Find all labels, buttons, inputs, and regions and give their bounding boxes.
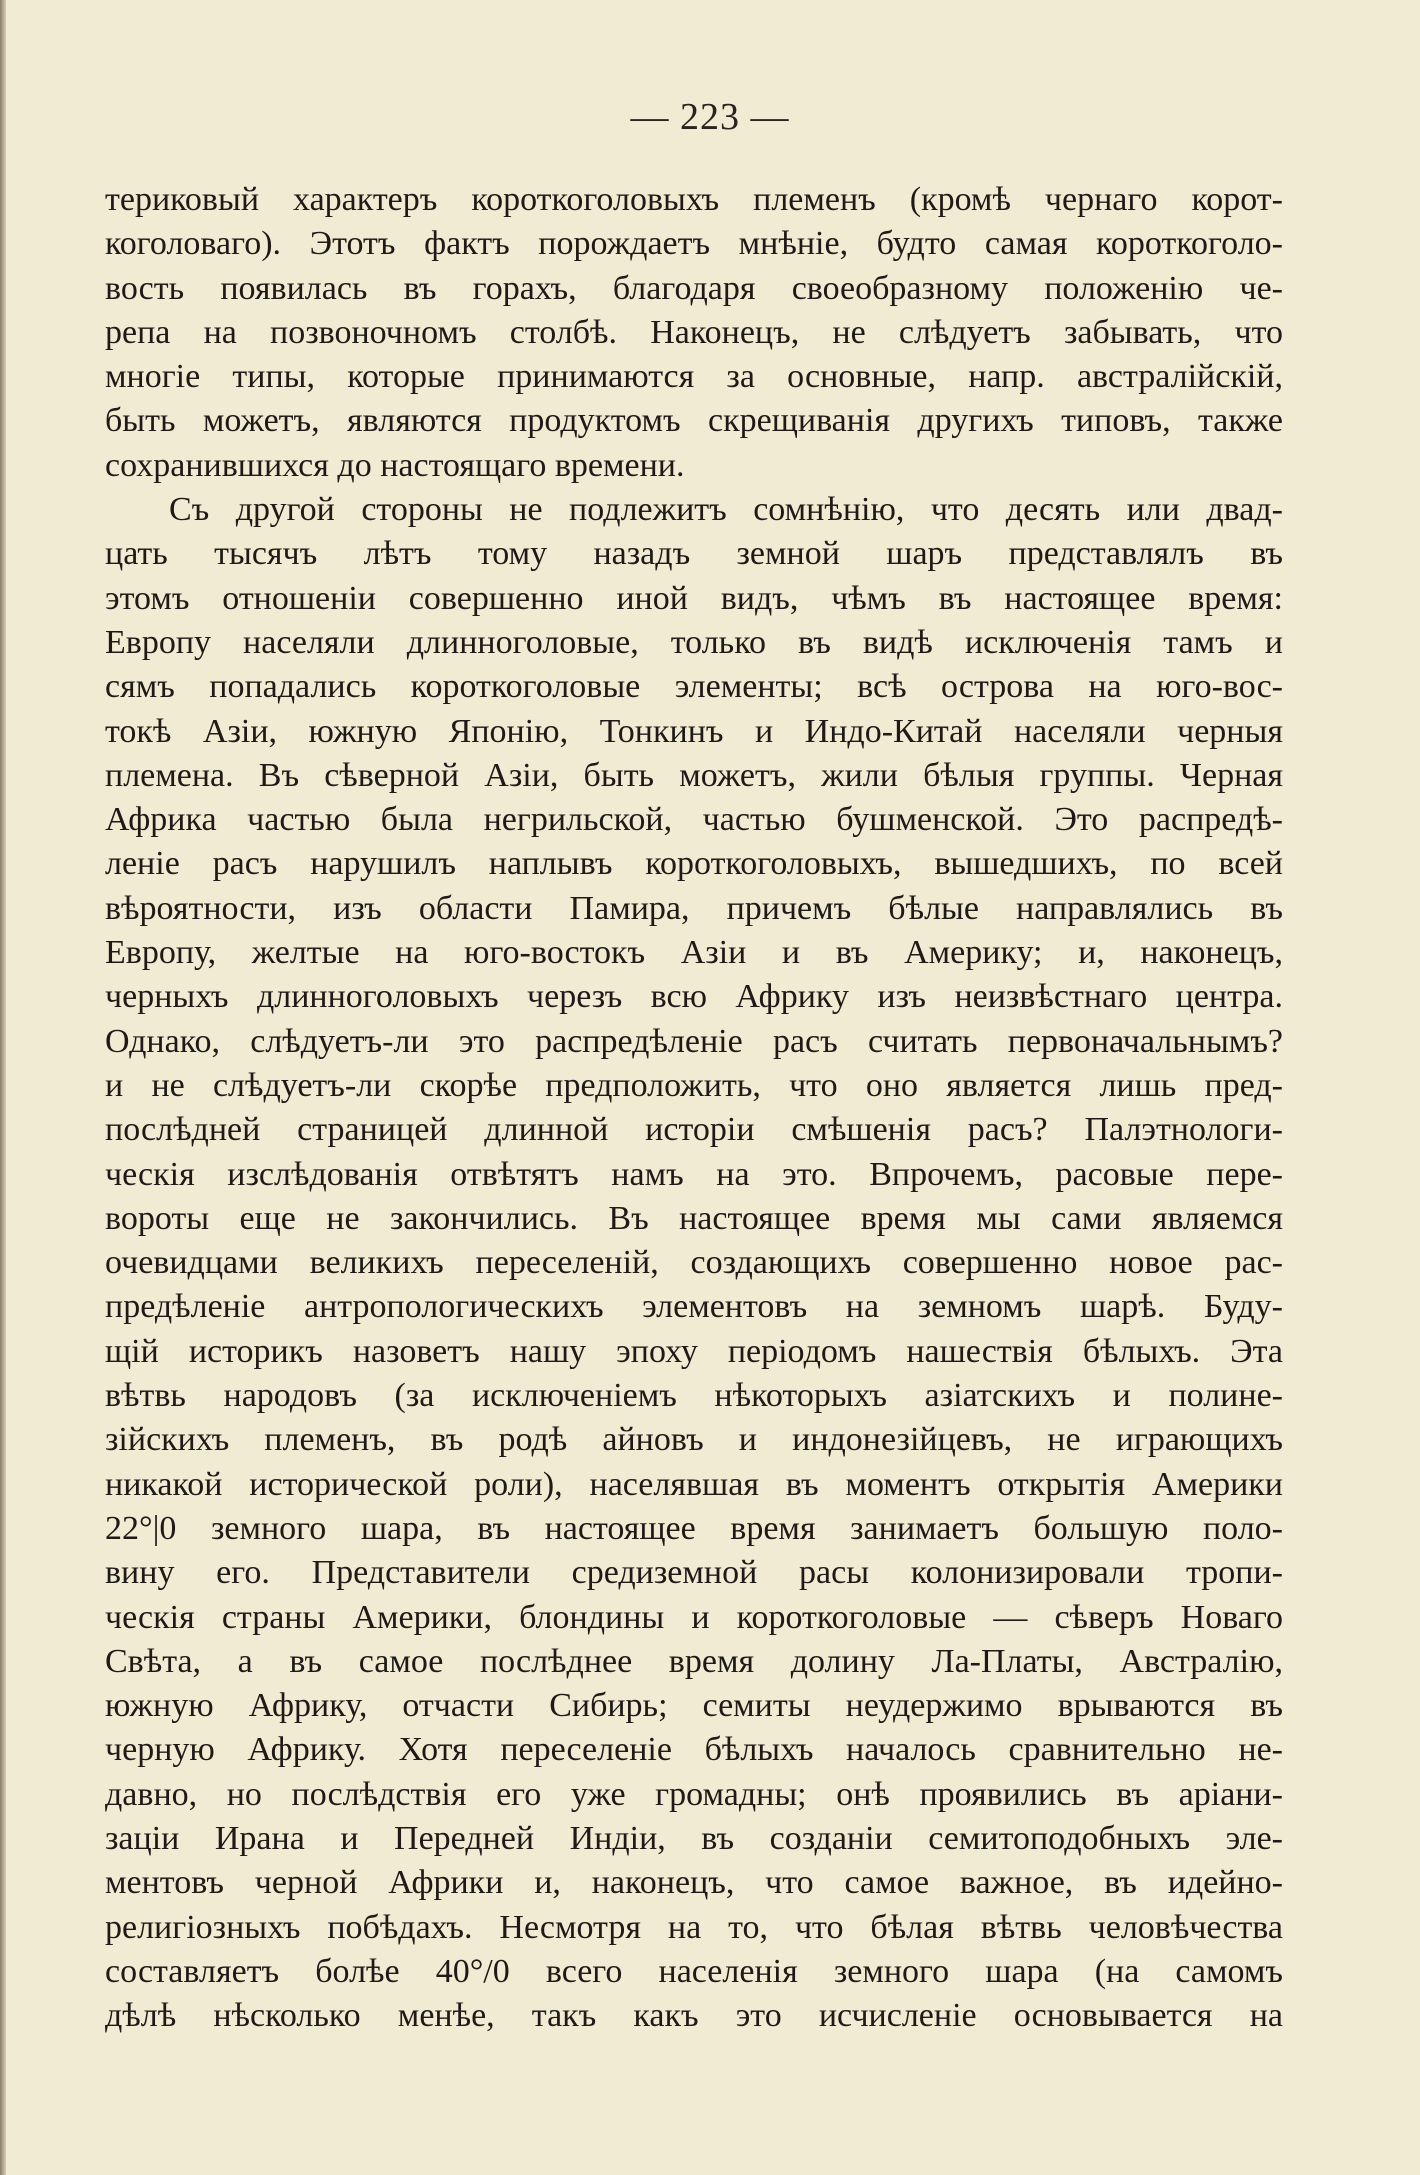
text-line: токѣ Азіи, южную Японію, Тонкинъ и Индо-Китай населяли черныя bbox=[105, 712, 1283, 750]
text-line: и не слѣдуетъ-ли скорѣе предположить, что оно является лишь пред- bbox=[105, 1066, 1283, 1104]
text-line: племена. Въ сѣверной Азіи, быть можетъ, жили бѣлыя группы. Черная bbox=[105, 756, 1283, 794]
text-line: составляетъ болѣе 40°/0 всего населенія земного шара (на самомъ bbox=[105, 1952, 1283, 1990]
text-line: сохранившихся до настоящаго времени. bbox=[105, 446, 685, 484]
text-line: репа на позвоночномъ столбѣ. Наконецъ, не слѣдуетъ забывать, что bbox=[105, 313, 1283, 351]
text-line: Африка частью была негрильской, частью бушменской. Это распредѣ- bbox=[105, 801, 1283, 839]
page-binding-edge bbox=[0, 0, 6, 2175]
text-line: сямъ попадались короткоголовые элементы; всѣ острова на юго-вос- bbox=[105, 668, 1283, 706]
text-line: южную Африку, отчасти Сибирь; семиты неудержимо врываются въ bbox=[105, 1687, 1283, 1725]
text-line: послѣдней страницей длинной исторіи смѣшенія расъ? Палэтнологи- bbox=[105, 1111, 1283, 1149]
text-line: черную Африку. Хотя переселеніе бѣлыхъ началось сравнительно не- bbox=[105, 1731, 1283, 1769]
text-line: вѣроятности, изъ области Памира, причемъ бѣлые направлялись въ bbox=[105, 889, 1283, 927]
body-text bbox=[105, 178, 1283, 2038]
text-line: леніе расъ нарушилъ наплывъ короткоголовыхъ, вышедшихъ, по всей bbox=[105, 845, 1283, 883]
text-line: дѣлѣ нѣсколько менѣе, такъ какъ это исчисленіе основывается на bbox=[105, 1997, 1283, 2035]
text-line: Европу, желтые на юго-востокъ Азіи и въ Америку; и, наконецъ, bbox=[105, 934, 1283, 972]
text-line: 22°|0 земного шара, въ настоящее время занимаетъ большую поло- bbox=[105, 1509, 1283, 1547]
text-line: зійскихъ племенъ, въ родѣ айновъ и индонезійцевъ, не играющихъ bbox=[105, 1421, 1283, 1459]
text-line: Европу населяли длинноголовые, только въ видѣ исключенія тамъ и bbox=[105, 623, 1283, 661]
text-line: териковый характеръ короткоголовыхъ племенъ (кромѣ чернаго корот- bbox=[105, 181, 1283, 218]
text-line: вину его. Представители средиземной расы колонизировали тропи- bbox=[105, 1554, 1283, 1592]
text-line: заціи Ирана и Передней Индіи, въ созданіи семитоподобныхъ эле- bbox=[105, 1819, 1283, 1857]
paragraph-start-line: Съ другой стороны не подлежитъ сомнѣнію, что десять или двад- bbox=[169, 491, 1283, 529]
text-line: ментовъ черной Африки и, наконецъ, что самое важное, въ идейно- bbox=[105, 1864, 1283, 1902]
page-number: — 223 — bbox=[630, 96, 790, 138]
text-line: черныхъ длинноголовыхъ черезъ всю Африку изъ неизвѣстнаго центра. bbox=[105, 978, 1283, 1016]
text-line: щій историкъ назоветъ нашу эпоху періодомъ нашествія бѣлыхъ. Эта bbox=[105, 1332, 1283, 1370]
text-line: коголоваго). Этотъ фактъ порождаетъ мнѣніе, будто самая короткоголо- bbox=[105, 225, 1283, 263]
text-line: предѣленіе антропологическихъ элементовъ на земномъ шарѣ. Буду- bbox=[105, 1288, 1283, 1326]
text-line: никакой исторической роли), населявшая въ моментъ открытія Америки bbox=[105, 1465, 1283, 1503]
text-line: вость появилась въ горахъ, благодаря своеобразному положенію че- bbox=[105, 269, 1283, 307]
text-line: очевидцами великихъ переселеній, создающихъ совершенно новое рас- bbox=[105, 1244, 1283, 1282]
text-line: давно, но послѣдствія его уже громадны; онѣ проявились въ аріани- bbox=[105, 1775, 1283, 1813]
text-line: цать тысячъ лѣтъ тому назадъ земной шаръ представлялъ въ bbox=[105, 535, 1283, 573]
text-line: религіозныхъ побѣдахъ. Несмотря на то, что бѣлая вѣтвь человѣчества bbox=[105, 1908, 1283, 1946]
text-line: вѣтвь народовъ (за исключеніемъ нѣкоторыхъ азіатскихъ и полине- bbox=[105, 1377, 1283, 1415]
text-line: Свѣта, а въ самое послѣднее время долину Ла-Платы, Австралію, bbox=[105, 1642, 1283, 1680]
text-line: этомъ отношеніи совершенно иной видъ, чѣмъ въ настоящее время: bbox=[105, 579, 1283, 617]
text-line: быть можетъ, являются продуктомъ скрещиванія другихъ типовъ, также bbox=[105, 402, 1283, 440]
text-line: многіе типы, которые принимаются за основные, напр. австралійскій, bbox=[105, 358, 1283, 396]
text-line: ческія страны Америки, блондины и короткоголовые — сѣверъ Новаго bbox=[105, 1598, 1283, 1636]
text-line: ческія изслѣдованія отвѣтятъ намъ на это. Впрочемъ, расовые пере- bbox=[105, 1155, 1283, 1193]
text-line: Однако, слѣдуетъ-ли это распредѣленіе расъ считать первоначальнымъ? bbox=[105, 1022, 1283, 1060]
text-line: вороты еще не закончились. Въ настоящее время мы сами являемся bbox=[105, 1199, 1283, 1237]
